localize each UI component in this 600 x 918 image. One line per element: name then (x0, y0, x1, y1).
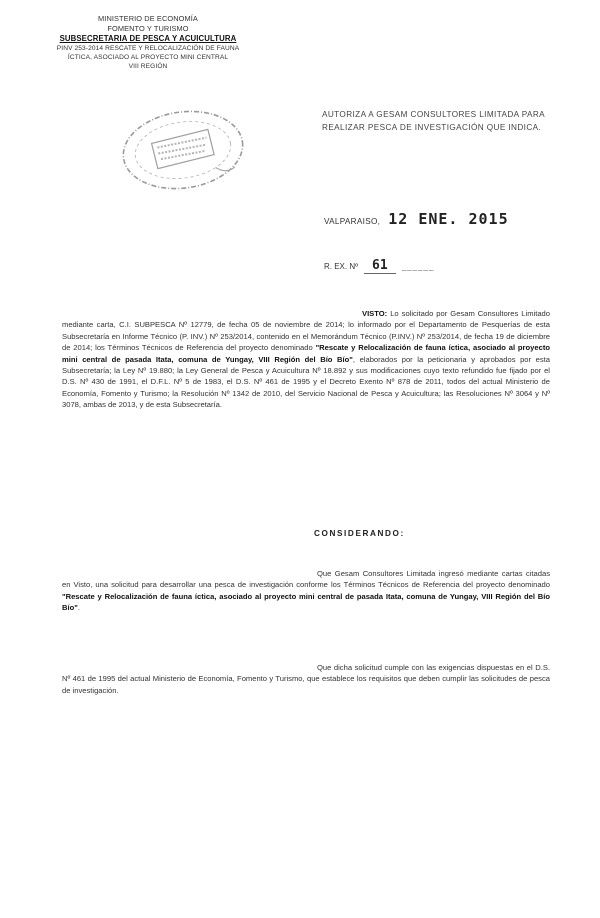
visto-paragraph (62, 308, 550, 411)
c2-text: Que dicha solicitud cumple con las exigencias dispuestas en el D.S. Nº 461 de 1995 del actual Ministerio de Economía, Fomento y Turismo, que establece los requisitos que deben cumplir las solicitudes de pesca de investigación. (62, 663, 550, 695)
letterhead-reference-1: PINV 253-2014 RESCATE Y RELOCALIZACIÓN DE FAUNA (56, 45, 240, 52)
resolution-subject: AUTORIZA A GESAM CONSULTORES LIMITADA PARA REALIZAR PESCA DE INVESTIGACIÓN QUE INDICA. (322, 110, 545, 132)
considerando-paragraph-1 (62, 568, 550, 614)
letterhead-ministry-sub: FOMENTO Y TURISMO (107, 24, 189, 33)
considerando-paragraph-2 (62, 662, 550, 696)
visto-text-2: , elaborados por la peticionaria y aprobados por esta Subsecretaría; la Ley Nº 19.880; la Ley General de Pesca y Acuicultura Nº 18.892 y sus modificaciones cuyo texto refundido fue fijado por el D.S. Nº 430 de 1991, el D.F.L. Nº 5 de 1983, el D.S. Nº 461 de 1995 y el Decreto Exento Nº 878 de 2011, todos del actual Ministerio de Economía, Fomento y Turismo; la Resolución Nº 1342 de 2010, del Servicio Nacional de Pesca y Acuicultura; las Resoluciones Nº 3064 y Nº 3078, ambas de 2013, y de esta Subsecretaría. (62, 354, 550, 410)
visto-text-1: Lo solicitado por Gesam Consultores Limitado mediante carta, C.I. SUBPESCA Nº 12779, de fecha 05 de noviembre de 2014; lo informado por el Departamento de Pesquerías de esta Subsecretaría en Informe Técnico (P. INV.) Nº 253/2014, contenido en el Memorándum Técnico (P.INV.) Nº 253/2014, de fecha 19 de diciembre de 2014; los Términos Técnicos de Referencia del proyecto denominado (62, 309, 550, 353)
c1-end: . (77, 603, 80, 613)
letterhead-ministry: MINISTERIO DE ECONOMÍA (98, 14, 198, 23)
place-and-date (324, 210, 509, 228)
resolution-date: 12 ENE. 2015 (388, 210, 509, 228)
rex-number: 61 (364, 258, 396, 274)
official-stamp (113, 99, 253, 200)
visto-label: VISTO: (362, 309, 388, 318)
resolution-number (324, 258, 434, 274)
c1-project-name: "Rescate y Relocalización de fauna íctica, asociado al proyecto mini central de pasada Itata, comuna de Yungay, VIII Región del Bío Bío" (62, 591, 550, 613)
rex-trail: ______ (401, 262, 435, 271)
visto-project-name: "Rescate y Relocalización de fauna íctica, asociado al proyecto mini central de pasada Itata, comuna de Yungay, VIII Región del Bío Bío" (62, 343, 550, 364)
stamp-icon (113, 99, 253, 200)
letterhead-reference-2: ÍCTICA, ASOCIADO AL PROYECTO MINI CENTRAL (67, 54, 229, 61)
place-city: VALPARAISO, (324, 217, 381, 226)
letterhead-subsecretaria: SUBSECRETARIA DE PESCA Y ACUICULTURA (59, 34, 237, 43)
c1-text: Que Gesam Consultores Limitada ingresó mediante cartas citadas en Visto, una solicitud para desarrollar una pesca de investigación conforme los Términos Técnicos de Referencia del proyecto denominado (62, 569, 550, 590)
considerando-heading: CONSIDERANDO: (314, 529, 405, 538)
letterhead (48, 14, 248, 71)
rex-label: R. EX. Nº (324, 262, 359, 271)
letterhead-reference-3: VIII REGIÓN (128, 63, 168, 70)
